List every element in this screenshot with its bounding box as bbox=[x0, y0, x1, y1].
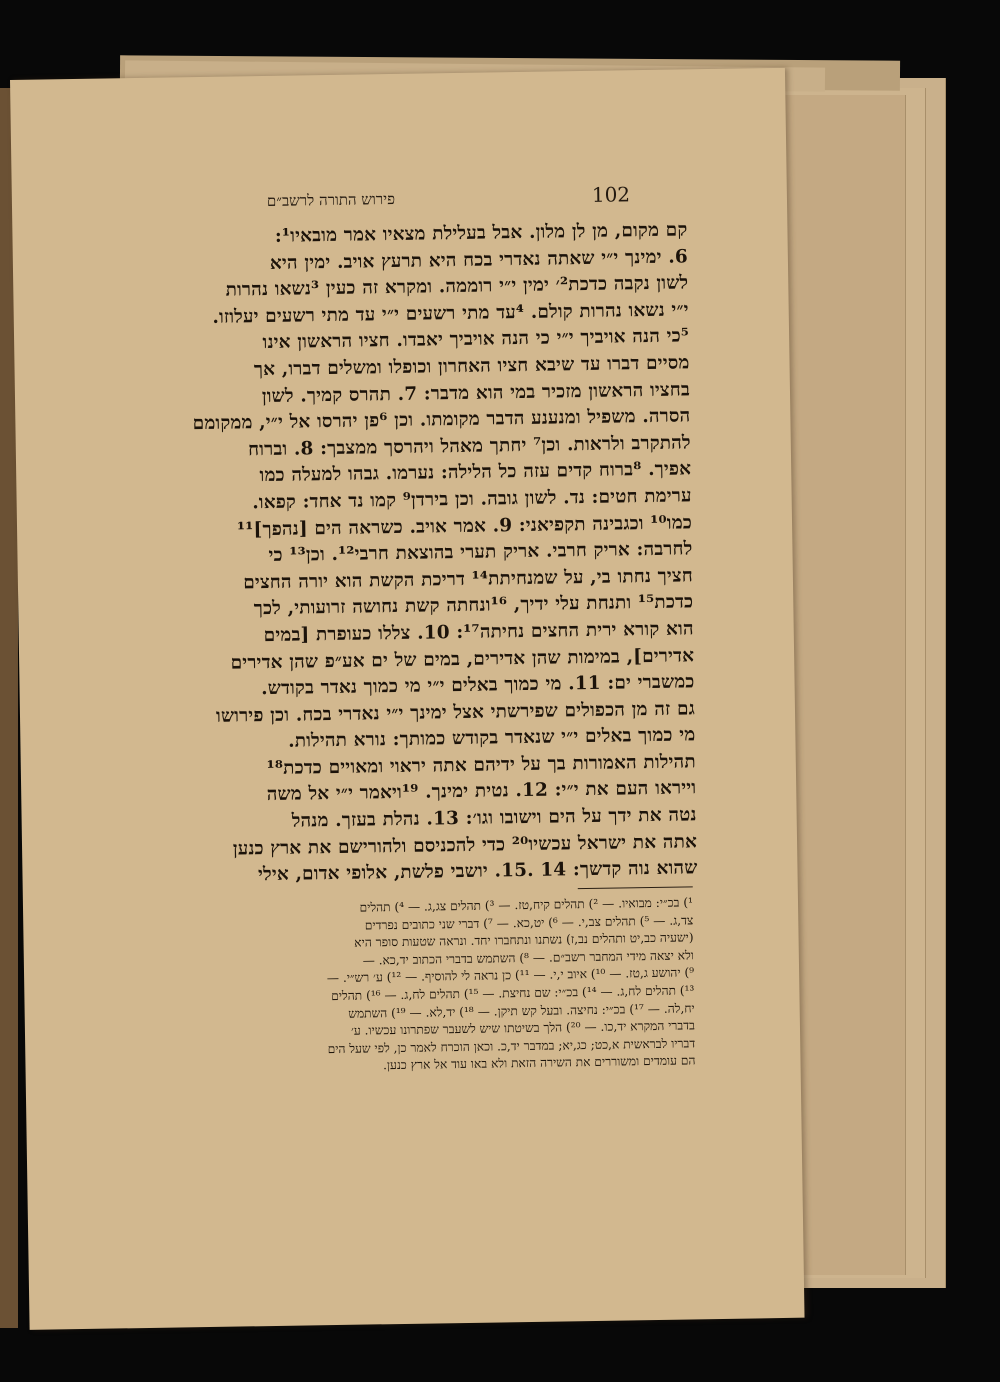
text-line: חציך נחתו בי, על שמנחיתת¹⁴ דריכת הקשת הוא יורה החצים bbox=[243, 565, 694, 594]
text-line: כדכת¹⁵ ותנחת עלי ידיך, ¹⁶ונחתה קשת נחושה זרועותי, לכך bbox=[253, 591, 694, 620]
text-line: שהוא נוה קדשך: 14 .15. יושבי פלשת, אלופי אדום, אילי bbox=[257, 857, 698, 886]
text-line: מי כמוך באלים י״י שנאדר בקודש כמותך: נורא תהילות. bbox=[288, 724, 696, 752]
text-line: קם מקום, מן לן מלון. אבל בעלילת מצאיו אמר מובאיו¹: bbox=[274, 219, 688, 247]
text-line: כמשברי ים: 11. מי כמוך באלים י״י מי כמוך נאדר בקודש. bbox=[261, 671, 695, 700]
text-line: ⁵כי הנה אויביך י״י כי הנה אויביך יאבדו. חציו הראשון אינו bbox=[262, 325, 690, 354]
footnote-line: הם עומדים ומשוררים את השירה הזאת ולא באו עוד אל ארץ כנען. bbox=[382, 1053, 696, 1073]
text-line: הסרה. משפיל ומנענע הדבר מקומתו. וכן ⁶פן יהרסו אל י״י, ממקומם bbox=[192, 405, 691, 435]
footnote-line: יח,לה. — ¹⁷) בכ״י: נחיצה. ובעל קש תיקן. — ¹⁸) יד,לא. — ¹⁹) השתמש bbox=[348, 1000, 695, 1021]
text-line: אדירים], במימות שהן אדירים, במים של ים אע״פ שהן אדירים bbox=[230, 644, 695, 674]
text-line: י״י נשאו נהרות קולם. ⁴עד מתי רשעים י״י עד מתי רשעים יעלוזו. bbox=[212, 299, 689, 328]
footnote-line: דבריו לבראשית א,כט; כג,יא; במדבר יד,כ. וכאן הוכרח לאמר כן, לפי שעל הים bbox=[327, 1036, 696, 1056]
text-line: נטה את ידך על הים וישובו וגו׳: 13. נהלת בעזך. מנהל bbox=[291, 804, 697, 832]
text-line: וייראו העם את י״י: 12. נטית ימינך. ¹⁹ויאמר י״י אל משה bbox=[266, 777, 697, 806]
footnote-line: (ישעיה כב,יט ותהלים נב,ז) נשתנו ונתחברו יחד. ונראה שטעות סופר היא bbox=[354, 930, 694, 950]
footnote-line: ¹) בכ״י: מבואיו. — ²) תהלים קיח,טז. — ³) תהלים צג,ג. — ⁴) תהלים bbox=[359, 895, 694, 915]
footnotes bbox=[103, 894, 696, 1079]
text-line: להתקרב ולראות. וכן⁷ יחתך מאהל ויהרסך ממצבך: 8. וברוח bbox=[247, 432, 691, 461]
text-line: לשון נקבה כדכת²׳ ימין י״י רוממה. ומקרא זה כעין ³נשאו נהרות bbox=[225, 272, 689, 301]
footnote-separator bbox=[578, 886, 693, 889]
footnote-line: צד,ג. — ⁵) תהלים צב,י. — ⁶) יט,כא. — ⁷) דברי שני כתובים נפרדים bbox=[364, 912, 694, 933]
text-line: מסיים דברו עד שיבא חציו האחרון וכופלו ומשלים דברו, אך bbox=[253, 352, 690, 381]
footnote-line: בדברי המקרא יד,כו. — ²⁰) הלך בשיטתו שיש לשעבר שפתרונו עכשיו. ע׳ bbox=[350, 1018, 696, 1038]
text-line: תהילות האמורות בך על ידיהם אתה יראוי ומאויים כדכת¹⁸ bbox=[266, 751, 696, 779]
book-page bbox=[10, 68, 805, 1330]
running-title: פירוש התורה לרשב״ם bbox=[266, 189, 396, 210]
page-header bbox=[12, 180, 787, 222]
text-line: גם זה מן הכפולים שפירשתי אצל ימינך י״י נאדרי בכח. וכן פירושו bbox=[215, 698, 696, 727]
commentary-text bbox=[87, 217, 697, 891]
text-line: אתה את ישראל עכשיו²⁰ כדי להכניסם ולהורישם את ארץ כנען bbox=[232, 830, 698, 860]
text-line: כמו¹⁰ וכגבינה תקפיאני: 9. אמר אויב. כשראה הים [נהפך]¹¹ bbox=[236, 511, 693, 541]
footnote-line: ⁹) יהושע ג,טז. — ¹⁰) איוב י,י. — ¹¹) כן נראה לי להוסיף. — ¹²) ע׳ רש״י. — bbox=[326, 965, 695, 986]
text-line: בחציו הראשון מזכיר במי הוא מדבר: 7. תהרס קמיך. לשון bbox=[261, 378, 691, 407]
text-line: 6. ימינך י״י שאתה נאדרי בכח היא תרעץ אויב. ימין היא bbox=[269, 245, 689, 274]
text-line: ערימת חטים: נד. לשון גובה. וכן בירדן⁹ קמו נד אחד: קפאו. bbox=[252, 485, 692, 514]
page-number: 102 bbox=[591, 182, 631, 207]
footnote-line: ולא יצאה מידי המחבר רשב״ם. — ⁸) השתמש בדברי הכתוב יד,כא. — bbox=[362, 948, 694, 968]
footnote-line: ¹³) תהלים לח,ג. — ¹⁴) בכ״י: שם נחיצת. — ¹⁵) תהלים לח,ג. — ¹⁶) תהלים bbox=[331, 983, 695, 1004]
text-line: הוא קורא ירית החצים נחיתה¹⁷: 10. צללו כעופרת [במים bbox=[263, 618, 694, 646]
text-line: לחרבה: אריק חרבי. אריק תערי בהוצאת חרבי¹². וכן¹³ כי bbox=[268, 538, 693, 567]
text-line: אפיך. ⁸ברוח קדים עזה כל הלילה: נערמו. גבהו למעלה כמו bbox=[259, 458, 692, 487]
